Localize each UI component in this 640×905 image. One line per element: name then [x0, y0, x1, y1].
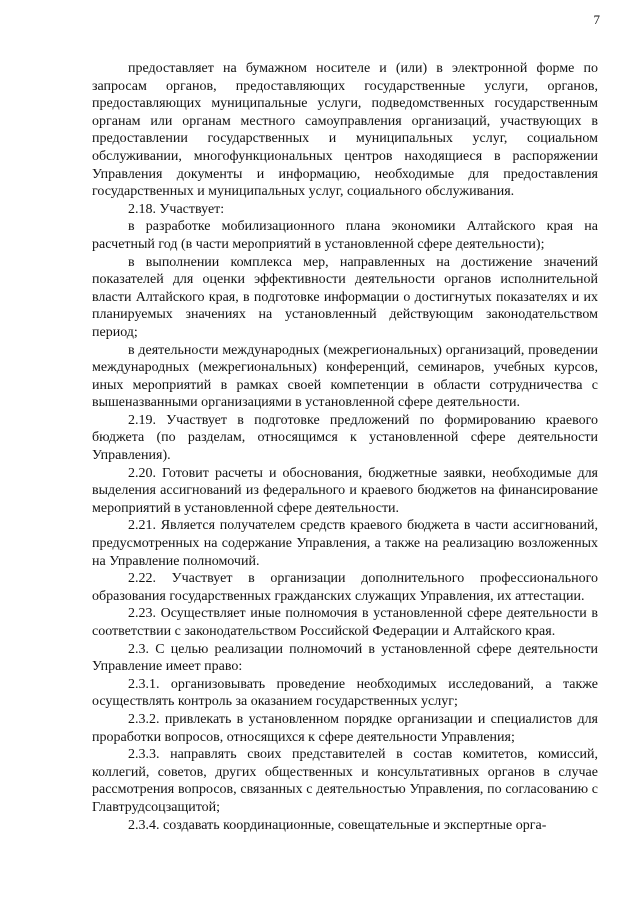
paragraph-2-22: 2.22. Участвует в организации дополнительного профессионального образования государственных гражданских служащих Управления, их аттестации. [92, 571, 598, 604]
paragraph-2-23: 2.23. Осуществляет иные полномочия в установленной сфере деятельности в соответствии с законодательством Российской Федерации и Алтайского края. [92, 606, 598, 639]
document-body [92, 60, 598, 834]
paragraph-2-3-2: 2.3.2. привлекать в установленном порядке организации и специалистов для проработки вопросов, относящихся к сфере деятельности Управления; [92, 711, 598, 745]
paragraph-2-20: 2.20. Готовит расчеты и обоснования, бюджетные заявки, необходимые для выделения ассигнований из федерального и краевого бюджетов на финансирование мероприятий в установленной сфере деятельности. [92, 465, 598, 516]
paragraph-2-18: 2.18. Участвует: [128, 201, 225, 217]
paragraph-2-19: 2.19. Участвует в подготовке предложений по формированию краевого бюджета (по разделам, относящимся к установленной сфере деятельности Управления). [92, 412, 598, 464]
paragraph-2-3-4: 2.3.4. создавать координационные, совещательные и экспертные орга- [128, 817, 547, 833]
paragraph-continuation: предоставляет на бумажном носителе и (или) в электронной форме по запросам органов, предоставляющих государственные услуги, органов, предоставляющих муниципальные услуги, подведомственных государственным органам или органам местного самоуправления организаций, участвующих в предоставлении государственных и муниципальных услуг, социальном обслуживании, многофункциональных центров находящиеся в распоряжении Управления документы и информацию, необходимые для предоставления государственных и муниципальных услуг, социального обслуживания. [92, 61, 598, 200]
paragraph-2-3-3: 2.3.3. направлять своих представителей в состав комитетов, комиссий, коллегий, советов, других общественных и консультативных органов в случае рассмотрения вопросов, связанных с деятельностью Управления, по согласованию с Главтрудсоцзащитой; [92, 747, 598, 815]
paragraph-efficiency-measures: в выполнении комплекса мер, направленных на достижение значений показателей для оценки эффективности деятельности органов исполнительной власти Алтайского края, в подготовке информации о достигнутых показателях и их планируемых значениях на установленный действующим законодательством период; [92, 254, 598, 340]
paragraph-mobilization-plan: в разработке мобилизационного плана экономики Алтайского края на расчетный год (в части мероприятий в установленной сфере деятельности); [92, 219, 598, 252]
page-number: 7 [593, 12, 600, 27]
paragraph-2-21: 2.21. Является получателем средств краевого бюджета в части ассигнований, предусмотренных на содержание Управления, а также на реализацию возложенных на Управление полномочий. [92, 518, 598, 569]
paragraph-2-3-1: 2.3.1. организовывать проведение необходимых исследований, а также осуществлять контроль за оказанием государственных услуг; [92, 676, 598, 710]
paragraph-2-3: 2.3. С целью реализации полномочий в установленной сфере деятельности Управление имеет право: [92, 641, 598, 675]
paragraph-international-activity: в деятельности международных (межрегиональных) организаций, проведении международных (межрегиональных) конференций, семинаров, учебных курсов, иных мероприятий в рамках своей компетенции в области сотрудничества с вышеназванными организациями в установленной сфере деятельности. [92, 342, 598, 411]
